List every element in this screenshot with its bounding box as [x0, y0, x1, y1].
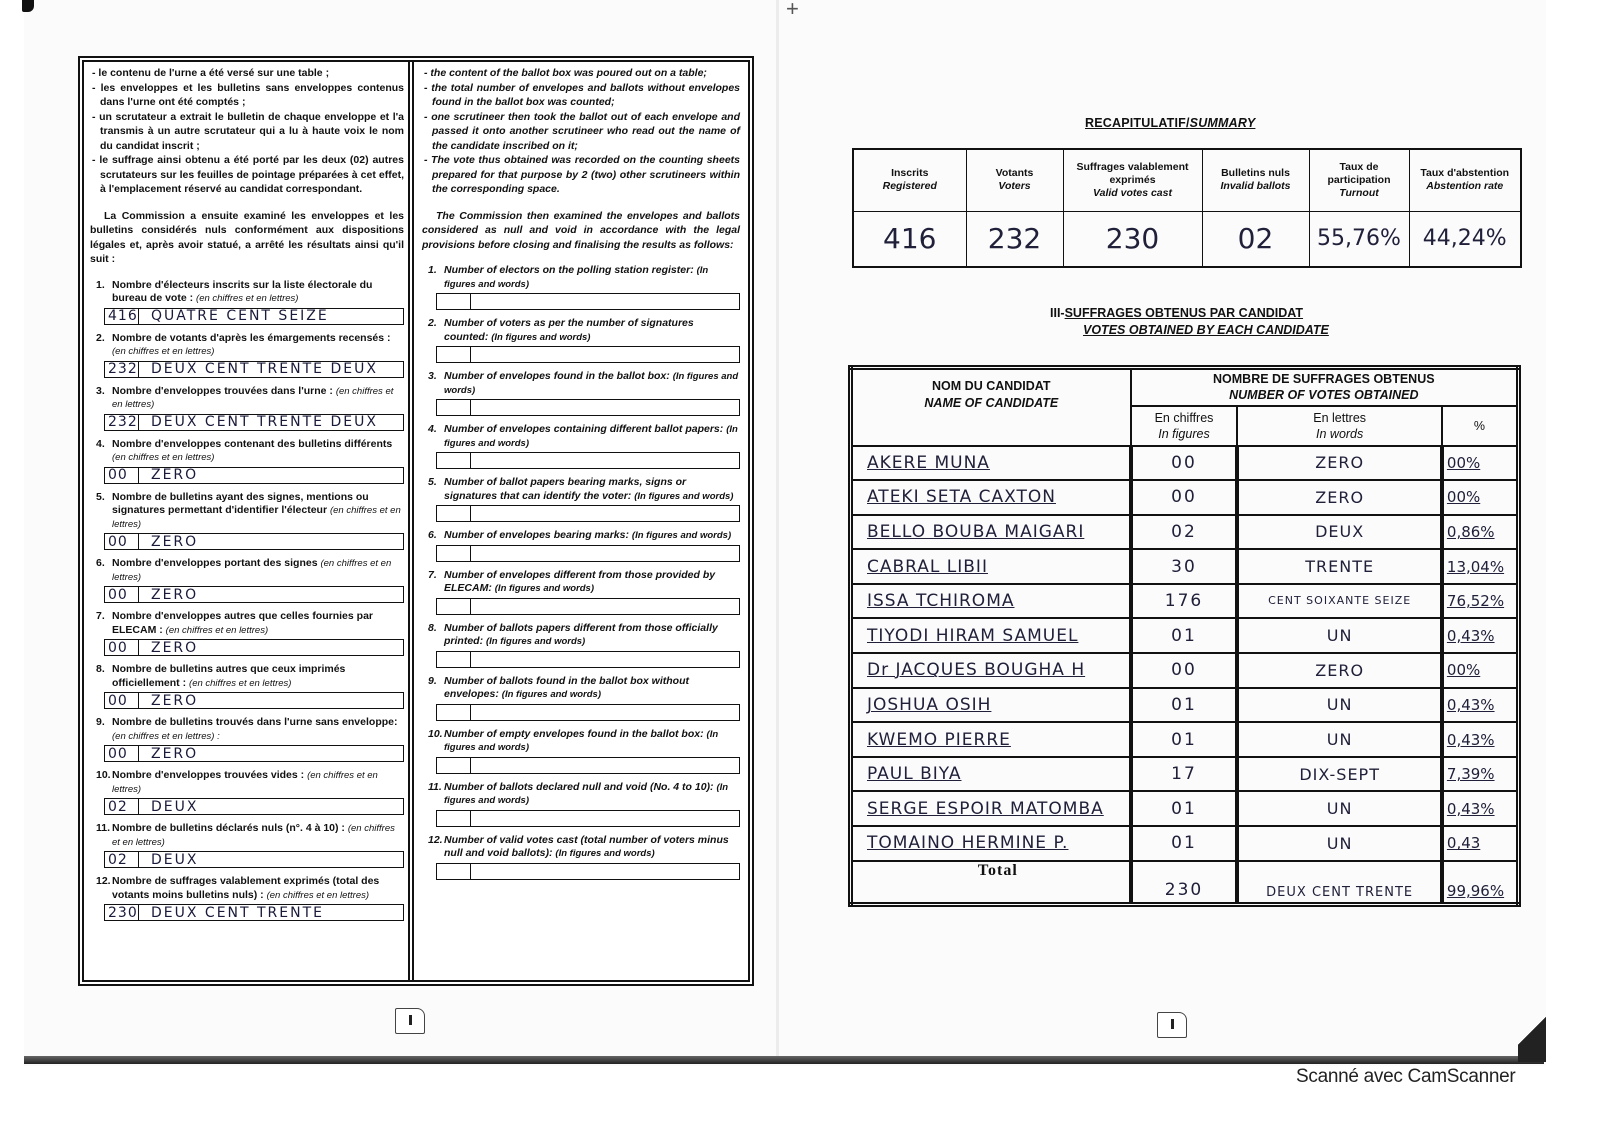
en-bullet: - the content of the ballot box was poured out on a table; [424, 67, 707, 79]
answer-words-field[interactable]: QUATRE CENT SEIZE [151, 308, 329, 324]
form-item-hint: (In figures and words) [444, 371, 739, 396]
candidate-votes-figure: 01 [1131, 791, 1238, 826]
form-item-text: Number of envelopes found in the ballot box: [444, 370, 670, 382]
answer-figures-field[interactable]: 02 [105, 799, 139, 814]
form-item-text: Nombre de bulletins autres que ceux imprimés officiellement : [112, 663, 346, 689]
form-item [422, 529, 740, 562]
form-item-answer-box[interactable] [436, 810, 740, 827]
answer-words-field[interactable]: ZERO [151, 467, 199, 483]
form-item-label [422, 317, 740, 344]
answer-words-field[interactable]: DEUX [151, 798, 199, 815]
candidate-name: CABRAL LIBII [851, 549, 1131, 584]
answer-figures-field[interactable] [437, 453, 471, 468]
summary-table [852, 148, 1522, 268]
total-row [851, 861, 1519, 905]
form-item-label [90, 332, 404, 359]
form-item-answer-box[interactable] [104, 361, 404, 378]
form-item-text: Number of envelopes different from those provided by ELECAM: [444, 568, 716, 594]
candidate-name: SERGE ESPOIR MATOMBA [851, 791, 1131, 826]
answer-words-field[interactable]: ZERO [151, 745, 199, 762]
candidate-votes-words: UN [1237, 826, 1442, 861]
section3-prefix: III- [1050, 306, 1065, 320]
form-item-text: Number of valid votes cast (total number of voters minus null and void ballots): [444, 833, 729, 859]
form-item-answer-box[interactable] [436, 452, 740, 469]
answer-figures-field[interactable] [437, 506, 471, 521]
form-item-hint: (en chiffres et en lettres) [165, 624, 269, 636]
form-item-label [90, 716, 404, 743]
answer-figures-field[interactable]: 232 [105, 362, 139, 377]
form-item-label [422, 476, 740, 503]
form-item-label [90, 491, 404, 532]
form-item-number: 10. [96, 769, 111, 781]
form-item-label [90, 769, 404, 796]
candidate-name: TIYODI HIRAM SAMUEL [851, 618, 1131, 653]
form-item-text: Nombre de votants d'après les émargements recensés : [112, 331, 391, 344]
form-item-text: Nombre d'enveloppes autres que celles fournies par ELECAM : [112, 610, 373, 636]
candidate-percent: 00% [1442, 446, 1519, 481]
summary-header-invalid: Bulletins nuls Invalid ballots [1202, 149, 1309, 211]
form-item [422, 317, 740, 363]
summary-header-row [853, 149, 1521, 211]
form-item-text: Number of electors on the polling station register: [444, 264, 694, 276]
form-item-answer-box[interactable] [104, 308, 404, 325]
form-item-label [90, 557, 404, 584]
answer-figures-field[interactable] [437, 347, 471, 362]
answer-figures-field[interactable]: 00 [105, 534, 139, 549]
form-item-answer-box[interactable] [104, 414, 404, 431]
form-item-text: Number of empty envelopes found in the ballot box: [444, 727, 704, 740]
form-item-text: Nombre de suffrages valablement exprimés (total des votants moins bulletins nuls) : [112, 875, 380, 901]
header-votes-obtained: NOMBRE DE SUFFRAGES OBTENUS NUMBER OF VOTES OBTAINED [1131, 368, 1519, 406]
candidate-votes-words: CENT SOIXANTE SEIZE [1237, 584, 1442, 619]
candidate-name: BELLO BOUBA MAIGARI [851, 515, 1131, 550]
form-item-answer-box[interactable] [104, 692, 404, 709]
candidate-row [851, 722, 1519, 757]
form-item-number: 12. [428, 833, 443, 846]
form-item-number: 1. [428, 264, 437, 276]
en-bullet: - one scrutineer then took the ballot out of each envelope and passed it onto another scrutineer who read out the name of the candidate inscribed on it; [424, 110, 740, 152]
fr-bullet: - les enveloppes et les bulletins sans enveloppes contenus dans l'urne ont été comptés ; [92, 81, 404, 108]
summary-values-row [853, 211, 1521, 267]
scanner-watermark: Scanné avec CamScanner [1296, 1066, 1516, 1087]
form-item-answer-box[interactable] [436, 293, 740, 310]
form-item-number: 11. [96, 822, 111, 834]
answer-figures-field[interactable] [437, 652, 471, 667]
form-item-number: 8. [428, 621, 437, 634]
form-item [422, 370, 740, 416]
answer-figures-field[interactable]: 00 [105, 468, 139, 483]
form-item-label [422, 569, 740, 596]
candidate-percent: 0,43% [1442, 791, 1519, 826]
form-item-hint: (In figures and words) [494, 583, 594, 594]
form-item-hint: (en chiffres et en lettres) : [112, 730, 220, 742]
form-item-hint: (en chiffres et en lettres) [112, 346, 215, 357]
form-item-label [422, 370, 740, 397]
form-item-text: Number of envelopes containing different ballot papers: [444, 423, 724, 435]
candidate-row [851, 791, 1519, 826]
form-item-label [90, 279, 404, 306]
answer-figures-field[interactable] [437, 546, 471, 561]
form-item-answer-box[interactable] [104, 533, 404, 550]
form-item-number: 3. [428, 370, 437, 382]
candidate-name: TOMAINO HERMINE P. [851, 826, 1131, 861]
answer-words-field[interactable]: DEUX CENT TRENTE DEUX [151, 361, 378, 377]
form-item-label [422, 264, 740, 291]
header-candidate-name: NOM DU CANDIDAT NAME OF CANDIDATE [851, 368, 1131, 446]
summary-abstention-value: 44,24% [1409, 211, 1521, 267]
answer-figures-field[interactable] [437, 599, 471, 614]
candidate-percent: 7,39% [1442, 757, 1519, 792]
candidate-name: JOSHUA OSIH [851, 688, 1131, 723]
answer-figures-field[interactable]: 00 [105, 587, 139, 602]
fr-bullet: - le suffrage ainsi obtenu a été porté par les deux (02) autres scrutateurs sur les feuilles de pointage préparées à cet effet, à l'emplacement réservé au candidat correspondant. [92, 154, 404, 195]
form-item-hint: (In figures and words) [444, 424, 738, 449]
answer-words-field[interactable]: ZERO [151, 586, 199, 603]
form-item-label [90, 822, 404, 849]
form-item-text: Number of ballots declared null and void (No. 4 to 10): [444, 780, 714, 793]
section3-title-fr: SUFFRAGES OBTENUS PAR CANDIDAT [1064, 306, 1304, 320]
candidate-votes-figure: 00 [1131, 446, 1238, 481]
candidate-row [851, 688, 1519, 723]
corner-mark [22, 0, 34, 12]
page-bottom-edge [24, 1056, 1544, 1064]
form-item-answer-box[interactable] [104, 904, 404, 921]
candidate-votes-words: ZERO [1237, 480, 1442, 515]
form-item [422, 423, 740, 469]
form-item-answer-box[interactable] [104, 851, 404, 868]
form-item-label [90, 438, 404, 465]
candidate-row [851, 826, 1519, 861]
answer-words-field[interactable]: ZERO [151, 533, 199, 550]
form-item [422, 264, 740, 310]
form-item-number: 9. [96, 716, 105, 728]
form-item-hint: (In figures and words) [491, 331, 591, 343]
answer-figures-field[interactable]: 00 [105, 746, 139, 761]
form-item-hint: (In figures and words) [634, 490, 734, 502]
form-item-hint: (en chiffres et en lettres) [112, 385, 394, 410]
form-item [422, 728, 740, 774]
fr-bullet: - le contenu de l'urne a été versé sur une table ; [92, 67, 330, 79]
form-item-hint: (In figures and words) [631, 530, 732, 541]
form-item [90, 557, 404, 603]
header-in-figures: En chiffres In figures [1131, 406, 1238, 446]
section3-title-en: VOTES OBTAINED BY EACH CANDIDATE [1083, 323, 1329, 337]
form-item-answer-box[interactable] [436, 651, 740, 668]
total-percent: 99,96% [1442, 861, 1519, 905]
candidate-votes-words: UN [1237, 688, 1442, 723]
form-item-text: Nombre d'enveloppes trouvées dans l'urne : [112, 384, 333, 397]
form-item-text: Nombre de bulletins ayant des signes, mentions ou signatures permettant d'identifier l'électeur [112, 490, 369, 516]
candidate-votes-words: UN [1237, 722, 1442, 757]
section3-title [1050, 305, 1329, 339]
candidate-name: Dr JACQUES BOUGHA H [851, 653, 1131, 688]
form-item-answer-box[interactable] [104, 586, 404, 603]
answer-words-field[interactable]: ZERO [151, 692, 199, 709]
form-item-text: Number of voters as per the number of signatures counted: [444, 317, 694, 343]
candidate-votes-figure: 17 [1131, 757, 1238, 792]
form-item-hint: (en chiffres et en lettres) [196, 293, 299, 304]
form-item-answer-box[interactable] [104, 639, 404, 656]
form-item-hint: (en chiffres et en lettres) [189, 677, 292, 689]
total-label: Total [851, 861, 1131, 905]
fr-items-list [90, 279, 404, 922]
registration-cross-mark: + [786, 0, 799, 21]
form-item-label [422, 834, 740, 861]
summary-voters-value: 232 [966, 211, 1063, 267]
candidate-percent: 13,04% [1442, 549, 1519, 584]
candidate-name: ISSA TCHIROMA [851, 584, 1131, 619]
page-corner-shadow [1518, 1000, 1546, 1062]
form-item-label [90, 663, 404, 690]
form-item-answer-box[interactable] [436, 399, 740, 416]
header-percent: % [1442, 406, 1519, 446]
answer-figures-field[interactable] [437, 758, 471, 773]
form-item-answer-box[interactable] [436, 704, 740, 721]
form-item [90, 716, 404, 762]
form-item [422, 781, 740, 827]
summary-title-en: SUMMARY [1189, 116, 1256, 130]
form-item-number: 9. [428, 674, 437, 687]
candidate-row [851, 446, 1519, 481]
candidate-votes-words: DIX-SEPT [1237, 757, 1442, 792]
summary-valid-votes-value: 230 [1063, 211, 1202, 267]
candidate-votes-words: TRENTE [1237, 549, 1442, 584]
form-item-label [422, 423, 740, 450]
form-item [422, 622, 740, 668]
summary-header-registered: Inscrits Registered [853, 149, 966, 211]
form-item-answer-box[interactable] [104, 798, 404, 815]
answer-figures-field[interactable] [437, 864, 471, 879]
candidate-name: AKERE MUNA [851, 446, 1131, 481]
candidate-votes-figure: 00 [1131, 653, 1238, 688]
candidate-percent: 00% [1442, 480, 1519, 515]
form-item-text: Number of envelopes bearing marks: [444, 529, 629, 541]
form-item-hint: (en chiffres et en lettres) [112, 770, 378, 795]
form-item-answer-box[interactable] [436, 863, 740, 880]
en-items-list [422, 264, 740, 880]
candidate-votes-figure: 02 [1131, 515, 1238, 550]
summary-header-valid-votes: Suffrages valablement exprimés Valid votes cast [1063, 149, 1202, 211]
form-item-label [422, 781, 740, 808]
candidate-votes-figure: 176 [1131, 584, 1238, 619]
form-item-label [422, 675, 740, 702]
form-item-label [90, 875, 404, 902]
form-item-number: 4. [428, 423, 437, 435]
answer-figures-field[interactable] [437, 294, 471, 309]
candidate-votes-words: ZERO [1237, 446, 1442, 481]
form-item [90, 385, 404, 431]
answer-words-field[interactable]: DEUX CENT TRENTE DEUX [151, 414, 378, 430]
form-item-number: 5. [96, 490, 105, 503]
form-item-number: 6. [428, 529, 437, 541]
answer-figures-field[interactable]: 232 [105, 415, 139, 430]
candidate-row [851, 515, 1519, 550]
candidate-votes-words: ZERO [1237, 653, 1442, 688]
candidates-table [848, 365, 1521, 907]
candidate-row [851, 584, 1519, 619]
form-item-text: Number of ballots found in the ballot box without envelopes: [444, 674, 689, 700]
candidate-votes-figure: 01 [1131, 688, 1238, 723]
form-item-number: 6. [96, 557, 105, 569]
summary-registered-value: 416 [853, 211, 966, 267]
total-figure: 230 [1131, 861, 1238, 905]
french-column [84, 62, 410, 980]
form-item-label [422, 622, 740, 649]
form-item-text: Number of ballots papers different from those officially printed: [444, 621, 718, 647]
summary-header-turnout: Taux de participation Turnout [1309, 149, 1409, 211]
total-words: DEUX CENT TRENTE [1237, 861, 1442, 905]
candidate-votes-words: UN [1237, 791, 1442, 826]
form-item-hint: (In figures and words) [444, 781, 729, 806]
candidate-percent: 0,43% [1442, 688, 1519, 723]
form-item [422, 675, 740, 721]
form-item-text: Nombre d'enveloppes contenant des bulletins différents [112, 437, 393, 450]
answer-figures-field[interactable] [437, 811, 471, 826]
candidate-percent: 76,52% [1442, 584, 1519, 619]
form-item-answer-box[interactable] [436, 346, 740, 363]
form-item-hint: (en chiffres et en lettres) [112, 558, 392, 583]
form-item-label [90, 385, 404, 412]
answer-figures-field[interactable]: 230 [105, 905, 139, 920]
form-item-answer-box[interactable] [104, 467, 404, 484]
page-fold [776, 0, 779, 1060]
form-item-text: Nombre de bulletins déclarés nuls (n°. 4 à 10) : [112, 822, 345, 834]
form-item [90, 279, 404, 325]
candidate-votes-figure: 00 [1131, 480, 1238, 515]
answer-figures-field[interactable] [437, 400, 471, 415]
form-item-text: Nombre d'enveloppes portant des signes [112, 557, 318, 569]
summary-header-abstention: Taux d'abstention Abstention rate [1409, 149, 1521, 211]
form-item-number: 7. [96, 610, 105, 622]
form-item-number: 5. [428, 476, 437, 488]
answer-figures-field[interactable]: 00 [105, 693, 139, 708]
candidate-votes-figure: 01 [1131, 826, 1238, 861]
answer-figures-field[interactable]: 02 [105, 852, 139, 867]
form-item [90, 875, 404, 921]
form-item-text: Nombre d'enveloppes trouvées vides : [112, 769, 305, 781]
form-item-label [90, 610, 404, 637]
form-item-hint: (In figures and words) [501, 689, 602, 700]
form-item [422, 476, 740, 522]
form-item-text: Nombre d'électeurs inscrits sur la liste électorale du bureau de vote : [112, 278, 373, 304]
answer-figures-field[interactable]: 416 [105, 309, 139, 324]
form-item-hint: (en chiffres et en lettres) [112, 823, 395, 848]
form-item-number: 12. [96, 875, 111, 887]
header-in-words: En lettres In words [1237, 406, 1442, 446]
form-item-number: 8. [96, 663, 105, 675]
form-item-number: 11. [428, 780, 442, 793]
form-item-hint: (en chiffres et en lettres) [112, 452, 215, 463]
form-item-number: 7. [428, 568, 437, 581]
page-number-tab-left [395, 1008, 425, 1034]
summary-title-fr: RECAPITULATIF/ [1085, 116, 1190, 130]
candidate-name: PAUL BIYA [851, 757, 1131, 792]
form-item-hint: (en chiffres et en lettres) [266, 889, 370, 901]
en-bullet: - the total number of envelopes and ballots without envelopes found in the ballot box was counted; [424, 81, 740, 108]
form-item-number: 3. [96, 384, 105, 397]
form-item-answer-box[interactable] [436, 505, 740, 522]
form-item-number: 2. [428, 317, 437, 329]
summary-invalid-value: 02 [1202, 211, 1309, 267]
fr-bullet: - un scrutateur a extrait le bulletin de chaque enveloppe et l'a transmis à un autre scrutateur qui a lu à haute voix le nom du candidat inscrit ; [92, 110, 404, 152]
form-item-hint: (In figures and words) [486, 636, 586, 647]
english-column [416, 62, 746, 980]
answer-words-field[interactable]: ZERO [151, 639, 199, 656]
form-item-number: 2. [96, 331, 105, 344]
answer-words-field[interactable]: DEUX [151, 851, 199, 868]
candidate-votes-words: UN [1237, 618, 1442, 653]
en-intro: The Commission then examined the envelopes and ballots considered as null and void in accordance with the legal provisions before closing and finalising the results as follows: [422, 209, 740, 251]
form-item-number: 10. [428, 727, 443, 740]
candidate-votes-figure: 01 [1131, 722, 1238, 757]
form-item [90, 610, 404, 656]
form-item-text: Number of ballot papers bearing marks, signs or signatures that can identify the voter: [444, 476, 687, 502]
form-item [90, 332, 404, 378]
answer-figures-field[interactable]: 00 [105, 640, 139, 655]
form-item [90, 438, 404, 484]
form-item-answer-box[interactable] [436, 598, 740, 615]
candidate-row [851, 549, 1519, 584]
form-item-number: 4. [96, 437, 105, 450]
candidate-name: ATEKI SETA CAXTON [851, 480, 1131, 515]
candidate-percent: 0,86% [1442, 515, 1519, 550]
summary-header-voters: Votants Voters [966, 149, 1063, 211]
form-item-answer-box[interactable] [104, 745, 404, 762]
candidate-votes-figure: 01 [1131, 618, 1238, 653]
form-item-hint: (In figures and words) [555, 848, 655, 859]
answer-words-field[interactable]: DEUX CENT TRENTE [151, 904, 325, 921]
form-item [90, 769, 404, 815]
candidate-row [851, 618, 1519, 653]
form-item-answer-box[interactable] [436, 757, 740, 774]
candidate-row [851, 480, 1519, 515]
form-item-hint: (en chiffres et en lettres) [112, 505, 401, 530]
form-item-text: Nombre de bulletins trouvés dans l'urne sans enveloppe: [112, 716, 398, 728]
candidate-percent: 0,43% [1442, 618, 1519, 653]
candidate-row [851, 757, 1519, 792]
summary-title [1085, 116, 1255, 130]
left-page-frame [78, 56, 754, 986]
candidate-percent: 0,43 [1442, 826, 1519, 861]
answer-figures-field[interactable] [437, 705, 471, 720]
page-number-tab-right [1157, 1012, 1187, 1038]
en-bullet: - The vote thus obtained was recorded on the counting sheets prepared for that purpose by 2 (two) other scrutineers within the corresponding space. [424, 154, 740, 195]
candidate-votes-figure: 30 [1131, 549, 1238, 584]
form-item-hint: (In figures and words) [444, 728, 719, 753]
form-item [422, 834, 740, 880]
form-item [90, 491, 404, 551]
form-item [422, 569, 740, 615]
form-item-label [422, 529, 740, 543]
summary-turnout-value: 55,76% [1309, 211, 1409, 267]
form-item-answer-box[interactable] [436, 545, 740, 562]
form-item-number: 1. [96, 278, 105, 291]
fr-intro: La Commission a ensuite examiné les enveloppes et les bulletins considérés nuls conformément aux dispositions légales et, après avoir statué, a arrêté les résultats ainsi qu'il suit : [90, 209, 404, 265]
form-item-hint: (In figures and words) [444, 265, 709, 290]
form-item [90, 663, 404, 709]
candidate-row [851, 653, 1519, 688]
candidate-percent: 0,43% [1442, 722, 1519, 757]
candidate-name: KWEMO PIERRE [851, 722, 1131, 757]
form-item-label [422, 728, 740, 755]
form-item [90, 822, 404, 868]
candidate-votes-words: DEUX [1237, 515, 1442, 550]
candidate-percent: 00% [1442, 653, 1519, 688]
